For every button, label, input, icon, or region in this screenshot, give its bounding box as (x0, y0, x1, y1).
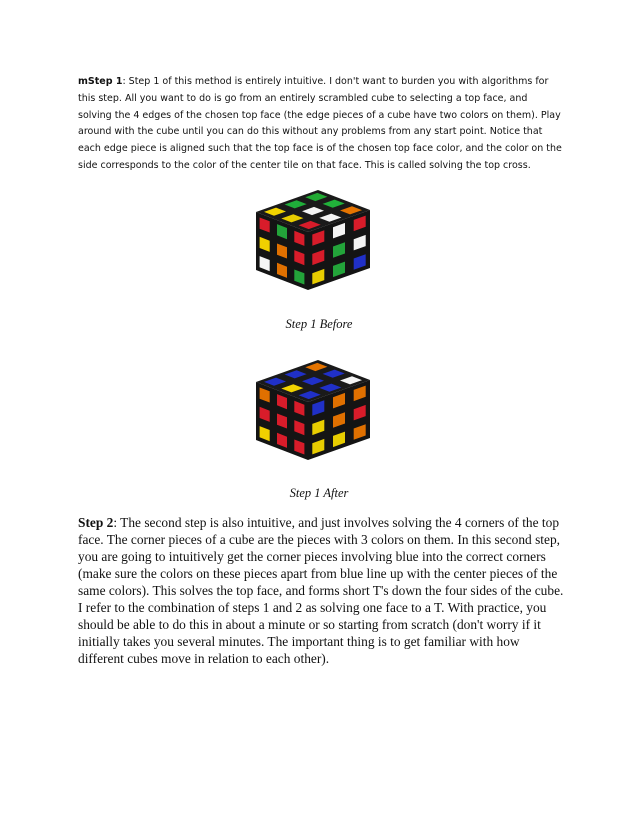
step2-text: : The second step is also intuitive, and just involves solving the 4 corners of the top face. The corner pieces of a cube are the pieces with 3 colors on them. In this second step, you are going to intuitively get the corner pieces involving blue into the correct corners (make sure the colors on these pieces apart from blue line up with the center pieces of the same colors). This solves the top face, and forms short T's down the four sides of the cube. I refer to the combination of steps 1 and 2 as solving one face to a T. With practice, you should be able to do this in about a minute or so starting from scratch (don't worry if it initially takes you several minutes. The important thing is to get familiar with how different cubes move in relation to each other). (78, 515, 564, 666)
step1-paragraph (78, 74, 564, 175)
cube-before-image (252, 170, 382, 310)
step1-label: mStep 1 (78, 76, 123, 87)
cube-after-graphic (252, 340, 382, 480)
step1-text: : Step 1 of this method is entirely intuitive. I don't want to burden you with algorithms for this step. All you want to do is go from an entirely scrambled cube to selecting a top face, and solving the 4 edges of the chosen top face (the edge pieces of a cube have two colors on them). Play around with the cube until you can do this without any problems from any start point. Notice that each edge piece is aligned such that the top face is of the chosen top face color, and the color on the side corresponds to the color of the center tile on that face. This is called solving the top cross. (78, 76, 562, 171)
figure-caption-before: Step 1 Before (285, 317, 353, 331)
step2-label: Step 2 (78, 515, 114, 530)
figure-caption-after: Step 1 After (289, 486, 349, 500)
cube-after-image (252, 340, 382, 480)
cube-before-graphic (252, 170, 382, 310)
step2-paragraph (78, 514, 564, 667)
